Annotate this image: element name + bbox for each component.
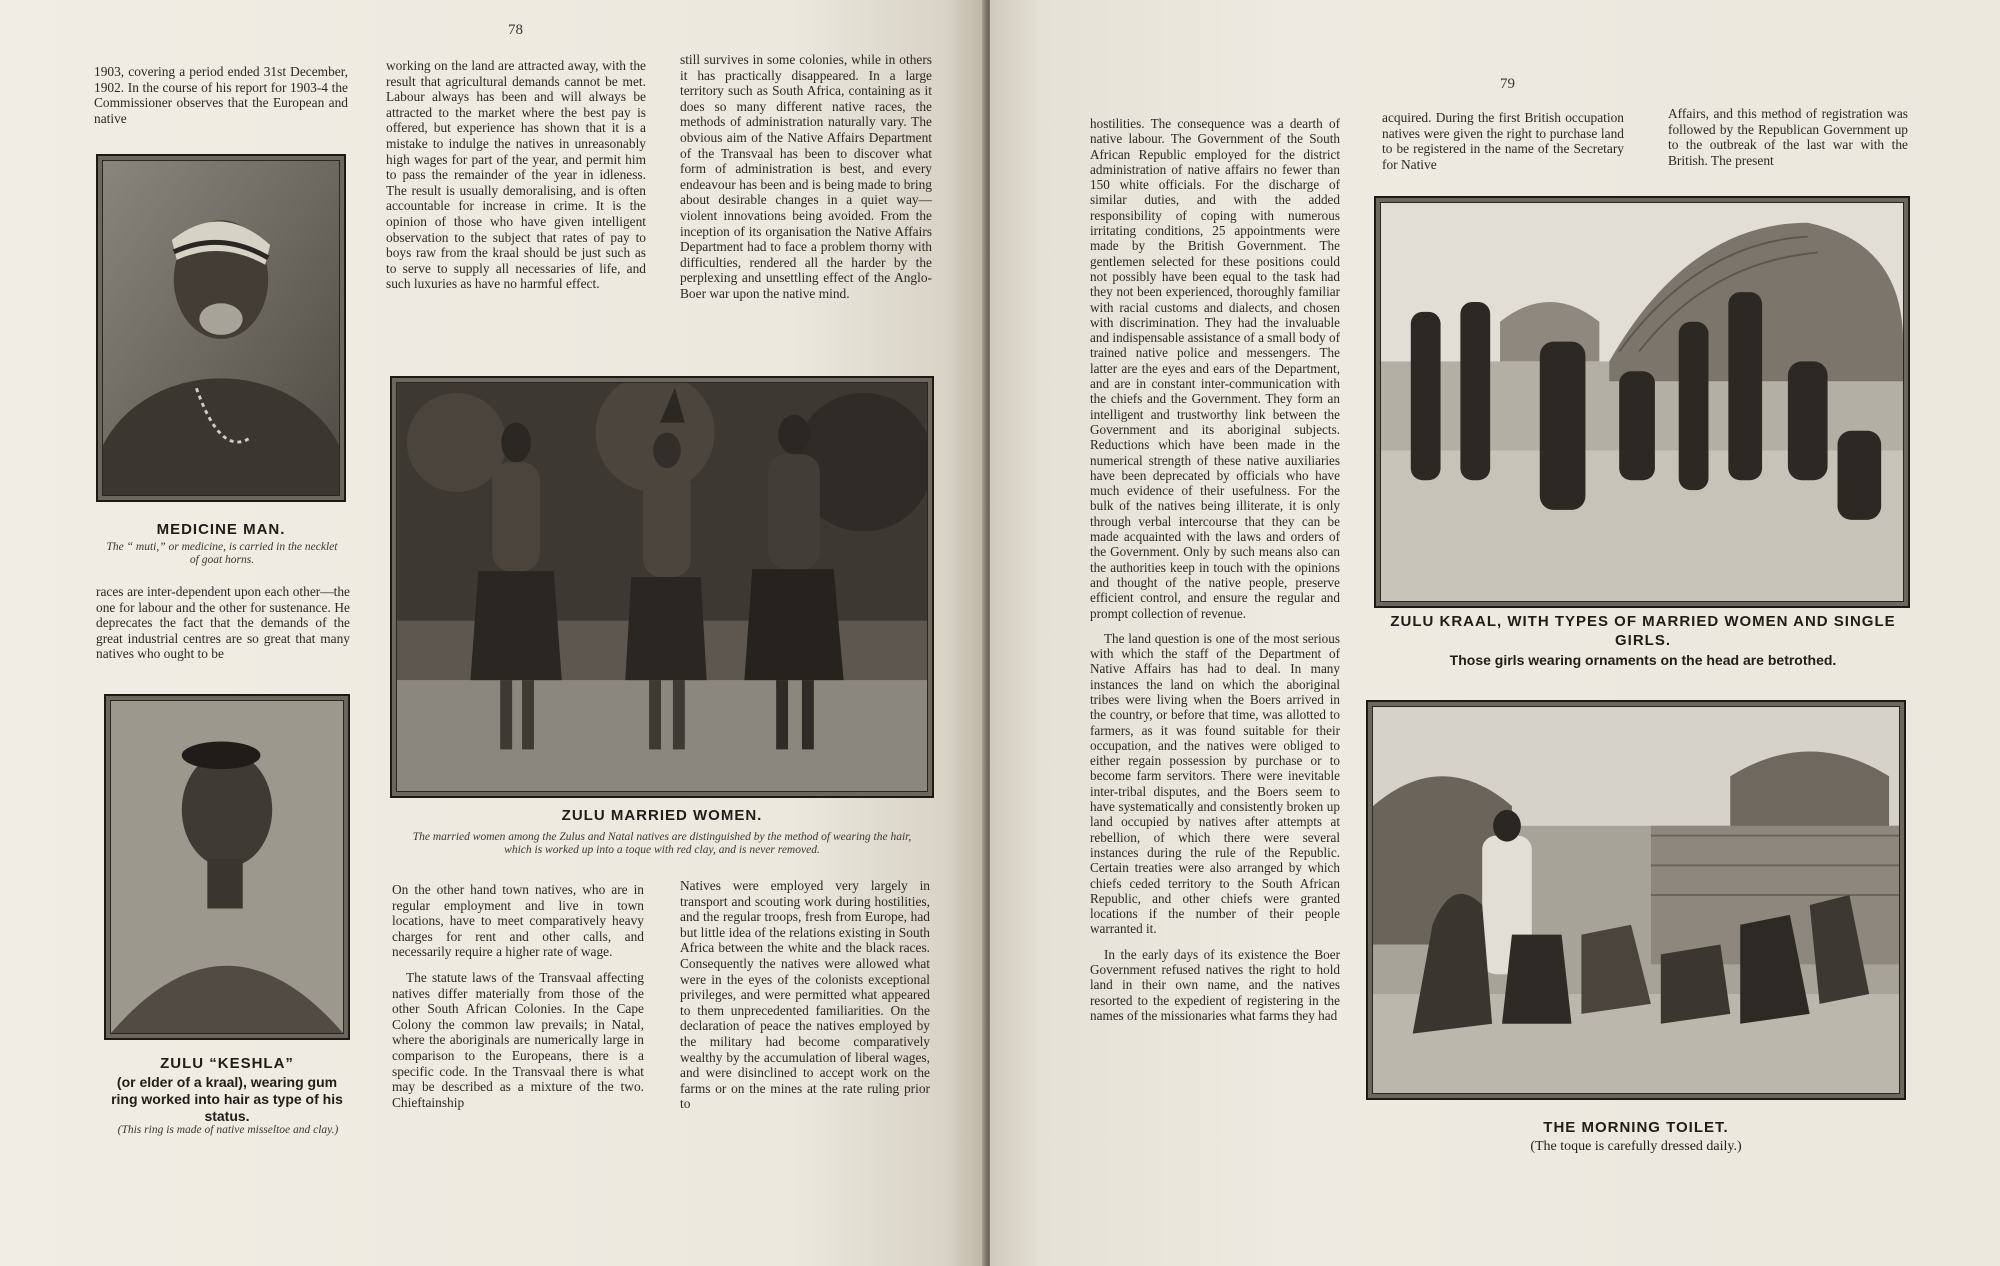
paragraph: 1903, covering a period ended 31st December, 1902. In the course of his report for 1903-4 the Commissioner observes that the European and native [94,64,348,126]
paragraph: working on the land are attracted away, with the result that agricultural demands cannot be met. Labour always has been and will always be attracted to the market where the best pay is offered, but experience has shown that it is a mistake to indulge the natives in unreasonably high wages for part of the year, and permit him to pass the remainder of the year in idleness. The result is usually demoralising, and is often accountable for increase in crime. It is the opinion of those who have given intelligent observation to the subject that rates of pay to boys raw from the kraal should be just such as to serve to supply all necessaries of life, and such luxuries as have no harmful effect. [386,58,646,292]
photo-medicine-man [96,154,346,502]
photo-title: ZULU MARRIED WOMEN. [561,807,763,824]
page-number: 78 [508,22,523,38]
column-text [386,58,646,302]
paragraph: Natives were employed very largely in transport and scouting work during hostilities, and the regular troops, fresh from Europe, had but little idea of the relations existing in South Africa between the white and the black races. Consequently the natives were allowed what were in the eyes of the colonists exceptional privileges, and were permitted what appeared to them unprecedented familiarities. On the declaration of peace the natives employed by the military had become comparatively wealthy by the accumulation of liberal wages, and were disinclined to accept work on the farms or on the mines at the rate ruling prior to [680,878,930,1112]
paragraph: The land question is one of the most serious with which the staff of the Department of Native Affairs has had to deal. In many instances the land on which the aboriginal tribes were living when the Boers arrived in the country, or before that time, was allotted to farmers, as it was found suitable for their occupation, and the natives were obliged to either regain possession by purchase or to become farm servitors. There were inevitable inter-tribal disputes, and the Boers seem to have systematically and consistently broken up land occupied by natives after attempts at rebellion, of which there were several instances during the rule of the Republic. Certain treaties were also arranged by which chiefs ceded territory to the South African Republic, and other chiefs were granted locations if the number of their people warranted it. [1090,630,1340,937]
paragraph: still survives in some colonies, while in others it has practically disappeared. In a large territory such as South Africa, containing as it does so many different native races, the methods of administration naturally vary. The obvious aim of the Native Affairs Department of the Transvaal has been to discover what form of administration is best, and every endeavour has been and is being made to bring about desirable changes in a quiet way—violent innovations being avoided. From the inception of its organisation the Native Affairs Department had to face a problem thorny with difficulties, rendered all the harder by the perplexing and unsettling effect of the Anglo-Boer war upon the native mind. [680,52,932,301]
photo-caption: Those girls wearing ornaments on the head are betrothed. [1449,652,1837,668]
paragraph: acquired. During the first British occupation natives were given the right to purchase land to be registered in the name of the Secretary for Native [1382,110,1624,172]
paragraph: In the early days of its existence the Boer Government refused natives the right to hold land in their own name, and the natives resorted to the expedient of registering in the names of the missionaries what farms they had [1090,946,1340,1023]
photo-caption: (This ring is made of native misseltoe and clay.) [117,1124,339,1136]
column-text [96,584,350,672]
photo-zulu-kraal [1374,196,1910,608]
photo-caption: The “ muti,” or medicine, is carried in the necklet of goat horns. [106,541,338,566]
photo-zulu-keshla [104,694,350,1040]
column-text [1668,106,1908,178]
photo-morning-toilet [1366,700,1906,1100]
column-text [392,882,644,1120]
paragraph: The statute laws of the Transvaal affecting natives differ materially from those of the other South African Colonies. In the Cape Colony the common law prevails; in Natal, where the aboriginals are numerically large in comparison to the Europeans, there is a specific code. In the Transvaal there is what may be described as a mixture of the two. Chieftainship [392,969,644,1110]
column-text [1382,110,1624,182]
paragraph: hostilities. The consequence was a dearth of native labour. The Government of the South African Republic employed for the district administration of native affairs no fewer than 150 white officials. For the discharge of similar duties, and with the added responsibility of coping with numerous irritating conditions, 25 appointments were made by the British Government. The gentlemen selected for these positions could not possibly have been equal to the task had they not been experienced, thoroughly familiar with racial customs and dialects, and chosen with discrimination. They had the invaluable and indispensable assistance of a small body of trained native police and messengers. The latter are the eyes and ears of the Department, and are in constant inter-communication with the chiefs and the Government. They form an intelligent and trustworthy link between the Government and its aboriginal subjects. Reductions which have been made in the numerical strength of these native auxiliaries have been deprecated by officials who have much evidence of their usefulness. For the bulk of the natives being illiterate, it is only through verbal intercourse that they can be made acquainted with the laws and orders of the Government. Only by such means also can the authorities keep in touch with the opinions and thought of the native people, preserve efficient control, and ensure the regular and prompt collection of revenue. [1090,116,1340,621]
column-text [94,64,348,136]
toilet-photo-image [1373,707,1899,1093]
photo-subtitle: (or elder of a kraal), wearing gum ring worked into hair as type of his status. [111,1074,343,1124]
photo-zulu-married-women [390,376,934,798]
kraal-photo-image [1381,203,1903,601]
photo-title: THE MORNING TOILET. [1543,1119,1729,1136]
paragraph: On the other hand town natives, who are in regular employment and live in town locations, have to meet comparatively heavy charges for rent and other calls, and necessarily require a higher rate of wage. [392,882,644,960]
group-photo-image [397,383,927,791]
photo-caption: (The toque is carefully dressed daily.) [1530,1139,1742,1154]
left-page [0,0,985,1266]
column-text [1090,116,1340,1033]
column-text [680,878,930,1122]
photo-caption: The married women among the Zulus and Natal natives are distinguished by the method of wearing the hair, which is worked up into a toque with red clay, and is never removed. [412,831,912,856]
paragraph: Affairs, and this method of registration was followed by the Republican Government up to the outbreak of the last war with the British. The present [1668,106,1908,168]
photo-title: MEDICINE MAN. [156,521,286,538]
portrait-image [103,161,339,495]
column-text [680,52,932,312]
photo-title: ZULU KRAAL, WITH TYPES OF MARRIED WOMEN AND SINGLE GIRLS. [1390,613,1896,649]
photo-title: ZULU “KESHLA” [160,1055,294,1072]
right-page [990,0,2000,1266]
portrait-image [111,701,343,1033]
paragraph: races are inter-dependent upon each other—the one for labour and the other for sustenance. He deprecates the fact that the demands of the great industrial centres are so great that many natives who ought to be [96,584,350,662]
page-number: 79 [1500,76,1515,92]
